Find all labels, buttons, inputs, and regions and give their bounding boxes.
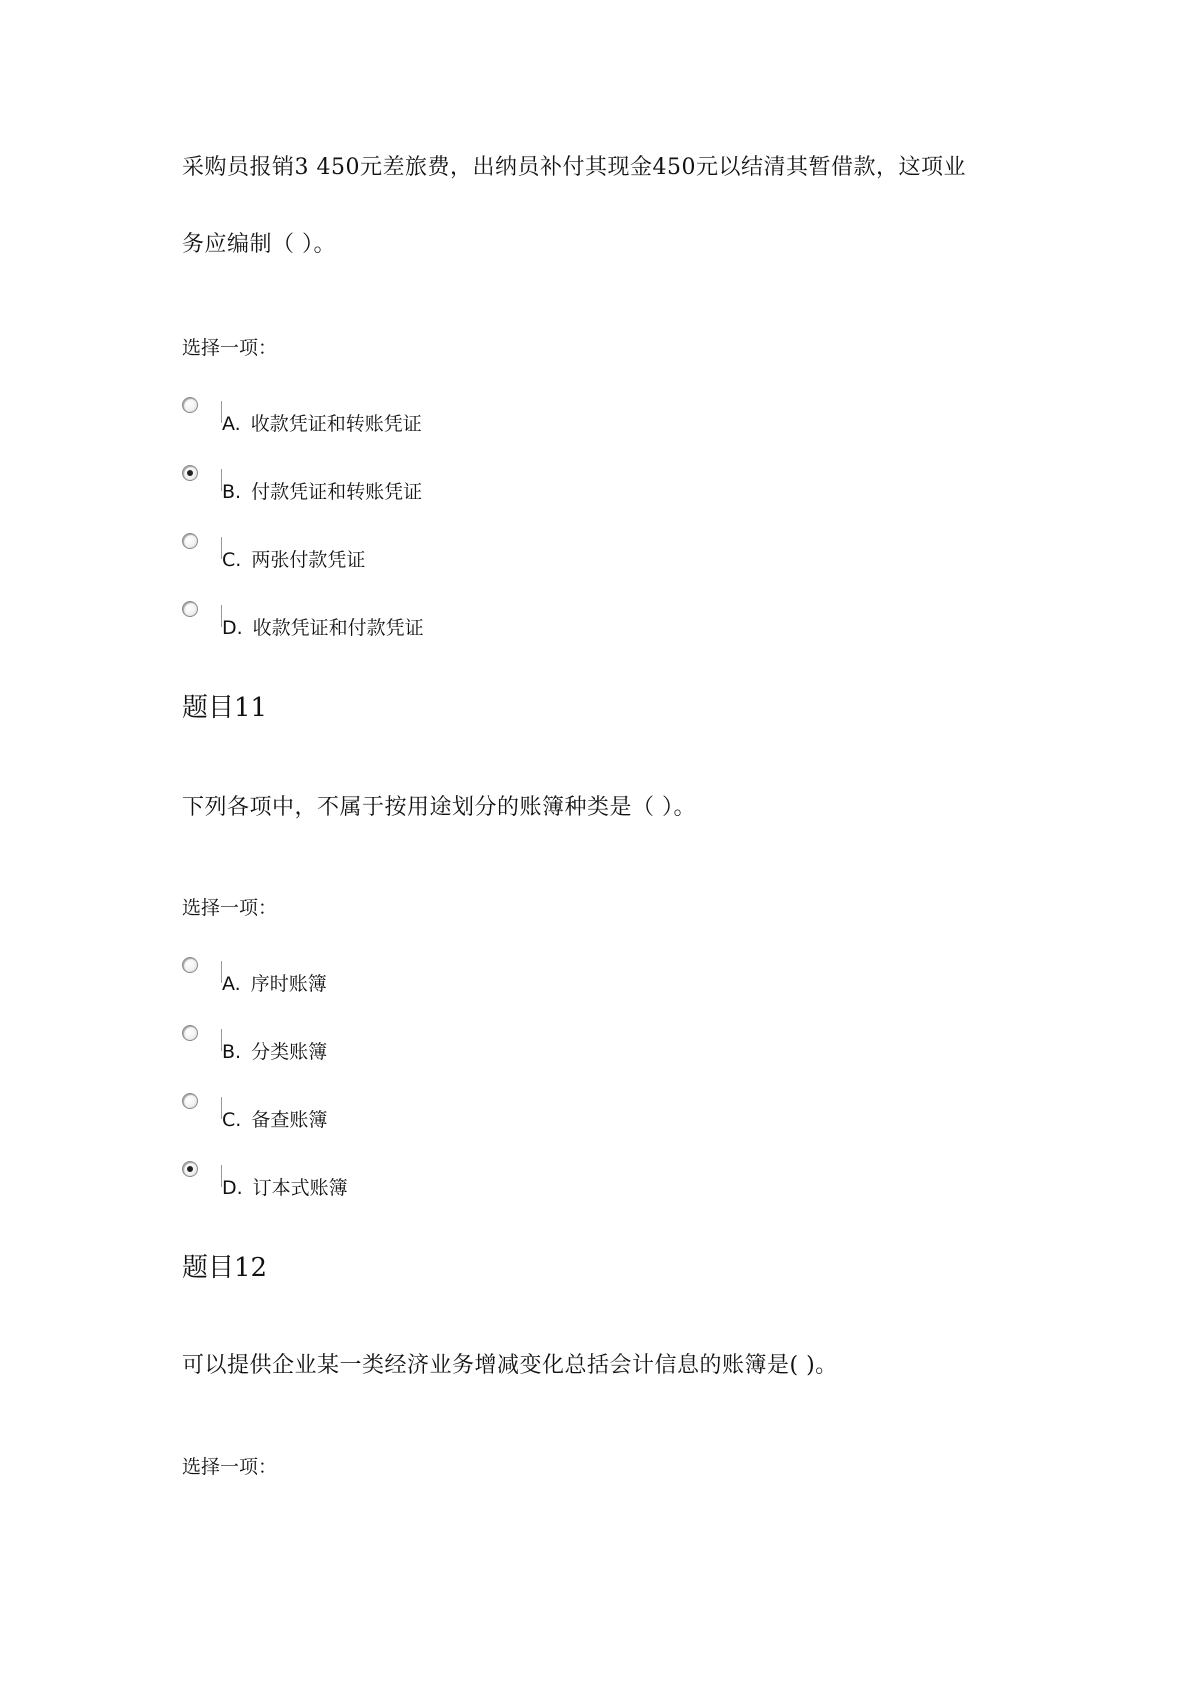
option-label: A. 收款凭证和转账凭证 [222,413,422,435]
radio-button[interactable] [182,957,198,973]
radio-button[interactable] [182,397,198,413]
question-12-title: 题目12 [182,1253,268,1283]
question-10-prompt: 选择一项： [182,337,278,359]
question-12-prompt: 选择一项： [182,1456,278,1478]
radio-button[interactable] [182,1093,198,1109]
question-11-text: 下列各项中，不属于按用途划分的账簿种类是（ ）。 [182,795,696,820]
option-label: A. 序时账簿 [222,973,327,995]
question-10-text-line2: 务应编制（ ）。 [182,232,336,257]
radio-button[interactable] [182,533,198,549]
option-label: B. 分类账簿 [222,1041,328,1063]
option-label: C. 两张付款凭证 [222,549,366,571]
radio-button-selected[interactable] [182,1161,198,1177]
option-label: D. 收款凭证和付款凭证 [222,617,424,639]
radio-button[interactable] [182,601,198,617]
question-11-title: 题目11 [182,693,268,723]
question-11-prompt: 选择一项： [182,897,278,919]
option-label: B. 付款凭证和转账凭证 [222,481,423,503]
option-label: C. 备查账簿 [222,1109,328,1131]
question-10-text-line1: 采购员报销3 450元差旅费，出纳员补付其现金450元以结清其暂借款，这项业 [182,155,966,180]
option-label: D. 订本式账簿 [222,1177,348,1199]
radio-button-selected[interactable] [182,465,198,481]
radio-button[interactable] [182,1025,198,1041]
question-12-text: 可以提供企业某一类经济业务增减变化总括会计信息的账簿是( )。 [182,1353,838,1378]
